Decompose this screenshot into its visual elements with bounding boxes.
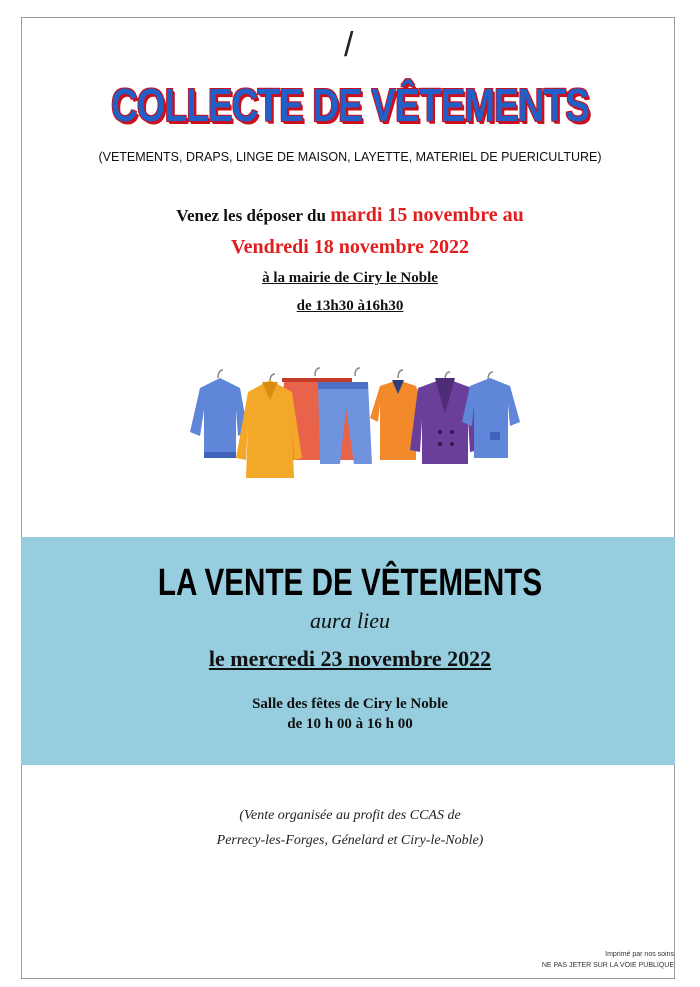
collection-start-date: mardi 15 novembre au — [330, 204, 524, 226]
clothes-rack-icon — [190, 360, 520, 490]
footnote-line-2: Perrecy-les-Forges, Génelard et Ciry-le-Noble) — [216, 832, 484, 848]
sale-venue-block — [0, 695, 700, 734]
sale-hours: de 10 h 00 à 16 h 00 — [287, 715, 413, 732]
collection-line-1 — [0, 204, 700, 227]
sale-venue: Salle des fêtes de Ciry le Noble — [252, 696, 448, 712]
collection-hours-text: de 13h30 à16h30 — [296, 298, 404, 314]
sale-date: le mercredi 23 novembre 2022 — [208, 646, 492, 671]
collection-location — [0, 270, 700, 287]
collection-line-1-prefix: Venez les déposer du — [176, 206, 331, 225]
footnote-line-1: (Vente organisée au profit des CCAS de — [239, 808, 461, 823]
printer-notice — [542, 950, 674, 971]
page-title: COLLECTE DE VÊTEMENTS — [111, 79, 589, 131]
collection-location-text: à la mairie de Ciry le Noble — [262, 270, 438, 286]
collection-hours — [0, 298, 700, 315]
printer-line-1: Imprimé par nos soins — [605, 951, 674, 958]
page-subtitle: (VETEMENTS, DRAPS, LINGE DE MAISON, LAYETTE, MATERIEL DE PUERICULTURE) — [98, 150, 602, 164]
sale-title: LA VENTE DE VÊTEMENTS — [157, 562, 543, 604]
collection-end-date: Vendredi 18 novembre 2022 — [231, 236, 469, 258]
slash-mark: / — [344, 26, 354, 64]
footnote — [0, 804, 700, 853]
sale-subtitle: aura lieu — [309, 608, 391, 633]
printer-line-2: NE PAS JETER SUR LA VOIE PUBLIQUE — [541, 961, 674, 969]
